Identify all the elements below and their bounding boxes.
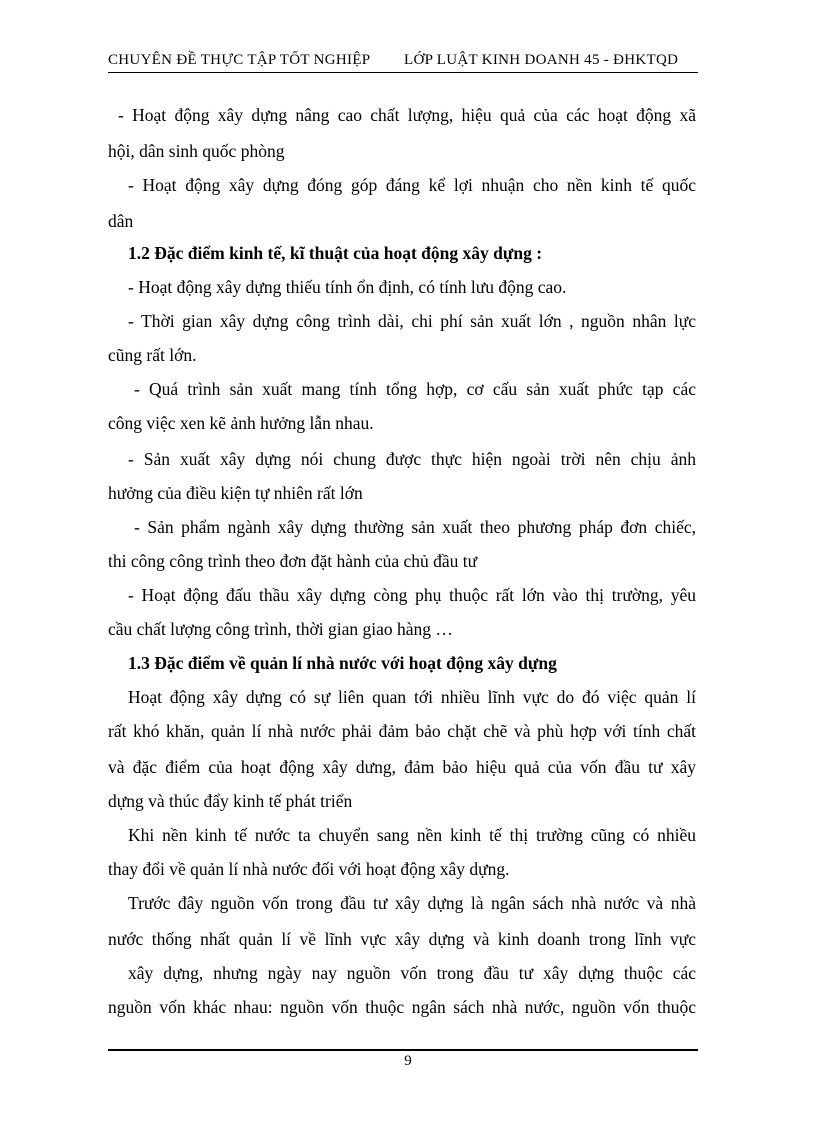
paragraph-line: - Sản xuất xây dựng nói chung được thực hiện ngoài trời nên chịu ảnh	[128, 449, 696, 469]
header-course-title: CHUYÊN ĐỀ THỰC TẬP TỐT NGHIỆP	[108, 52, 371, 68]
paragraph-line: thi công công trình theo đơn đặt hành của chủ đầu tư	[108, 551, 478, 571]
paragraph-line: - Hoạt động xây dựng thiếu tính ổn định, có tính lưu động cao.	[128, 277, 567, 297]
paragraph-line: - Thời gian xây dựng công trình dài, chi phí sản xuất lớn , nguồn nhân lực	[128, 311, 696, 331]
paragraph-line: Trước đây nguồn vốn trong đầu tư xây dựng là ngân sách nhà nước và nhà	[128, 893, 696, 913]
header-rule	[108, 72, 698, 73]
paragraph-line: Hoạt động xây dựng có sự liên quan tới nhiều lĩnh vực do đó việc quản lí	[128, 687, 696, 707]
paragraph-line: Khi nền kinh tế nước ta chuyển sang nền kinh tế thị trường cũng có nhiều	[128, 825, 696, 845]
paragraph-line: công việc xen kẽ ảnh hưởng lẫn nhau.	[108, 413, 374, 433]
paragraph-line: thay đổi về quản lí nhà nước đối với hoạt động xây dựng.	[108, 859, 510, 879]
paragraph-line: và đặc điểm của hoạt động xây dưng, đảm bảo hiệu quả của vốn đầu tư xây	[108, 757, 696, 777]
paragraph-line: - Sản phẩm ngành xây dựng thường sản xuất theo phương pháp đơn chiếc,	[134, 517, 696, 537]
paragraph-line: cũng rất lớn.	[108, 345, 197, 365]
paragraph-line: hội, dân sinh quốc phòng	[108, 141, 285, 161]
paragraph-line: - Hoạt động xây dựng nâng cao chất lượng, hiệu quả của các hoạt động xã	[118, 105, 696, 125]
paragraph-line: - Hoạt động xây dựng đóng góp đáng kể lợi nhuận cho nền kinh tế quốc	[128, 175, 696, 195]
header-class-name: LỚP LUẬT KINH DOANH 45 - ĐHKTQD	[404, 52, 679, 68]
paragraph-line: nước thống nhất quản lí về lĩnh vực xây dựng và kinh doanh trong lĩnh vực	[108, 929, 696, 949]
paragraph-line: dân	[108, 211, 134, 231]
page-header	[108, 52, 698, 74]
page-number: 9	[404, 1053, 412, 1069]
footer-rule	[108, 1049, 698, 1051]
paragraph-line: - Quá trình sản xuất mang tính tổng hợp, cơ cấu sản xuất phức tạp các	[134, 379, 696, 399]
paragraph-line: hưởng của điều kiện tự nhiên rất lớn	[108, 483, 363, 503]
paragraph-line: rất khó khăn, quản lí nhà nước phải đảm bảo chặt chẽ và phù hợp với tính chất	[108, 721, 696, 741]
section-heading-1-3: 1.3 Đặc điểm về quản lí nhà nước với hoạt động xây dựng	[128, 653, 557, 673]
section-heading-1-2: 1.2 Đặc điểm kinh tế, kĩ thuật của hoạt động xây dựng :	[128, 243, 543, 263]
paragraph-line: nguồn vốn khác nhau: nguồn vốn thuộc ngân sách nhà nước, nguồn vốn thuộc	[108, 997, 696, 1017]
paragraph-line: xây dựng, nhưng ngày nay nguồn vốn trong đầu tư xây dựng thuộc các	[128, 963, 696, 983]
paragraph-line: - Hoạt động đấu thầu xây dựng còng phụ thuộc rất lớn vào thị trường, yêu	[128, 585, 696, 605]
paragraph-line: dựng và thúc đẩy kinh tế phát triển	[108, 791, 353, 811]
paragraph-line: cầu chất lượng công trình, thời gian giao hàng …	[108, 619, 453, 639]
